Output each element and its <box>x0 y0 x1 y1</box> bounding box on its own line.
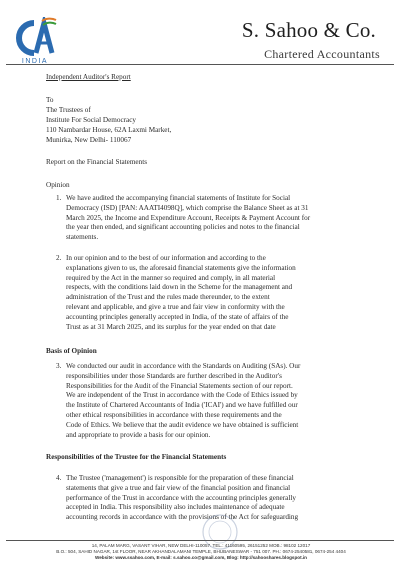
address-line: Institute For Social Democracy <box>46 116 137 124</box>
para-line: accounting principles generally accepted in India, of the state of affairs of the <box>66 312 289 321</box>
para-number: 3. <box>56 362 62 370</box>
basis-paragraph <box>66 362 366 440</box>
address-line: To <box>46 96 54 104</box>
para-line: the Institute of Chartered Accountants of India ('ICAI') and we have fulfilled our <box>66 401 298 410</box>
address-line: Munirka, New Delhi- 110067 <box>46 136 132 144</box>
para-line: other ethical responsibilities in accordance with these requirements and the <box>66 410 282 419</box>
para-number: 2. <box>56 254 62 262</box>
para-line: In our opinion and to the best of our information and according to the <box>66 254 266 262</box>
para-line: We are independent of the Trust in accordance with the Code of Ethics issued by <box>66 391 298 400</box>
para-line: and appropriate to provide a basis for our opinion. <box>66 430 211 439</box>
footer-address <box>0 543 402 562</box>
para-line: administration of the Trust and the rules made thereunder, to the extent <box>66 293 270 302</box>
para-line: accounting records in accordance with the provisions of the Act for safeguarding <box>66 513 299 522</box>
para-line: Responsibilities for the Audit of the Financial Statements section of our report. <box>66 381 293 390</box>
address-line: 110 Nambardar House, 62A Laxmi Market, <box>46 126 172 134</box>
firm-subtitle: Chartered Accountants <box>264 47 380 61</box>
address-line: The Trustees of <box>46 106 91 114</box>
para-line: We conducted our audit in accordance with the Standards on Auditing (SAs). Our <box>66 362 301 370</box>
opinion-heading: Opinion <box>46 181 70 189</box>
para-line: relevant and applicable, and give a true and fair view in conformity with the <box>66 302 285 311</box>
para-line: responsibilities under those Standards are further described in the Auditor's <box>66 371 282 380</box>
para-line: explanations given to us, the aforesaid financial statements give the information <box>66 263 296 272</box>
para-number: 1. <box>56 194 62 202</box>
header-divider <box>6 64 394 65</box>
para-line: We have audited the accompanying financial statements of Institute for Social <box>66 194 291 202</box>
opinion-paragraph-1 <box>66 194 366 243</box>
footer-divider <box>6 540 394 541</box>
footer-line: Website: www.ssahoo.com, E-mail: s.sahoo.co@gmail.com, Blog: http://sahooshares.blogspot.in <box>95 555 307 561</box>
ca-india-logo <box>12 17 58 65</box>
footer-line: 14, PALAM MARG, VASANT VIHAR, NEW DELHI-110057. TEL.: 41160595, 26151252 MOB.: 98102 12017 <box>91 543 311 548</box>
para-line: respects, with the conditions laid down in the Scheme for the management and <box>66 283 293 292</box>
basis-heading: Basis of Opinion <box>46 347 97 355</box>
svg-text:INDIA: INDIA <box>21 58 49 65</box>
section-heading: Report on the Financial Statements <box>46 158 148 166</box>
para-line: required by the Act in the manner so required and comply, in all material <box>66 273 276 282</box>
footer-line: B.O.: 504, SAHID NAGAR, 1st FLOOR, NEAR AKHANDALAMANI TEMPLE, BHUBANESWAR - 751 007. PH.: 0674-2540581, 0674-254 4404 <box>56 549 346 555</box>
para-line: The Trustee ('management') is responsible for the preparation of these financial <box>66 474 294 482</box>
para-line: Code of Ethics. We believe that the audit evidence we have obtained is sufficient <box>66 420 299 429</box>
para-line: Democracy (ISD) [PAN: AAATI4098Q], which comprise the Balance Sheet as at 31 <box>66 203 309 212</box>
para-number: 4. <box>56 474 62 482</box>
para-line: statements. <box>66 233 99 242</box>
para-line: Trust as at 31 March 2025, and its surplus for the year ended on that date <box>66 322 276 331</box>
para-line: performance of the Trust in accordance with the accounting principles generally <box>66 493 296 502</box>
opinion-paragraph-2 <box>66 254 366 332</box>
responsibilities-heading: Responsibilities of the Trustee for the Financial Statements <box>46 453 227 461</box>
report-title: Independent Auditor's Report <box>46 73 131 81</box>
firm-name: S. Sahoo & Co. <box>241 18 376 42</box>
para-line: statements that give a true and fair view of the financial position and financial <box>66 483 291 492</box>
para-line: March 2025, the Income and Expenditure Account, Receipts & Payment Account for <box>66 213 311 222</box>
para-line: the year then ended, and significant accounting policies and notes to the financial <box>66 223 300 232</box>
para-line: accepted in India. This responsibility also includes maintenance of adequate <box>66 503 285 512</box>
